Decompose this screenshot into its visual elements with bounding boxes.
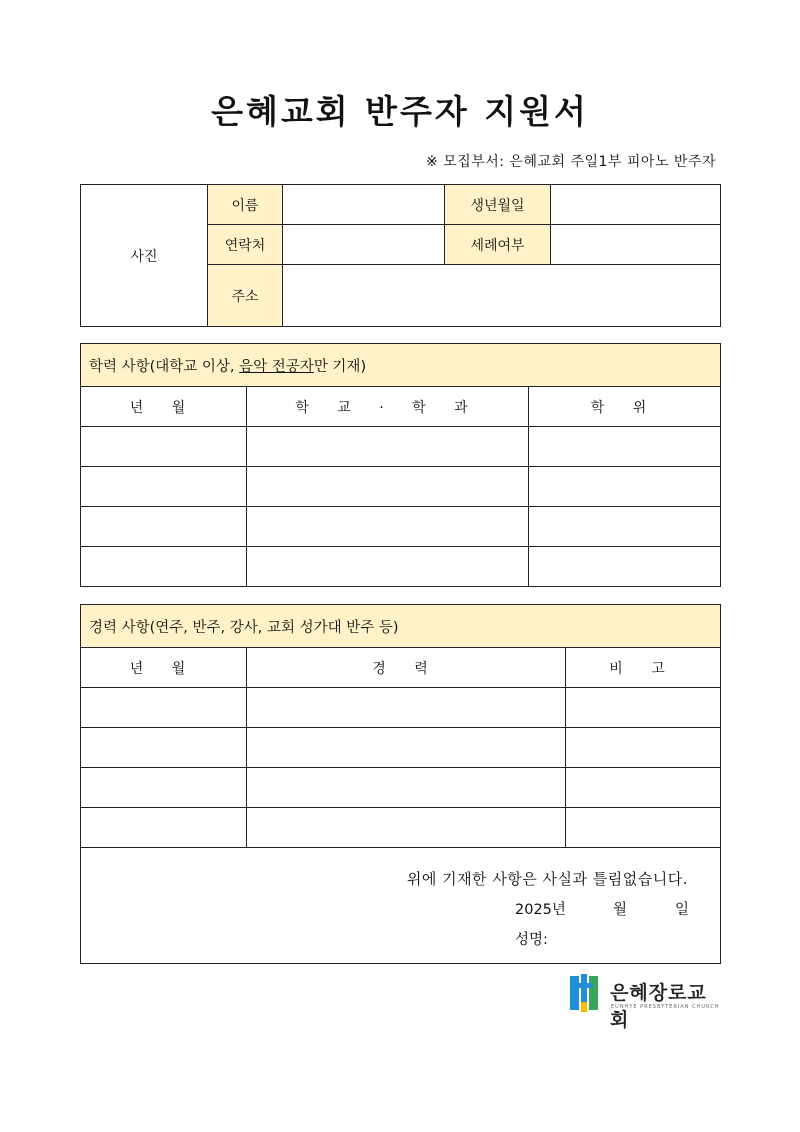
career-date-cell[interactable] (81, 688, 247, 728)
table-row (81, 547, 721, 587)
edu-school-cell[interactable] (247, 427, 529, 467)
recruit-note: ※ 모집부서: 은혜교회 주일1부 피아노 반주자 (425, 154, 716, 170)
contact-field[interactable] (283, 225, 445, 265)
career-col-note: 비 고 (566, 648, 721, 688)
career-date-cell[interactable] (81, 728, 247, 768)
baptism-label: 세례여부 (445, 225, 551, 265)
education-header: 학력 사항(대학교 이상, 음악 전공자만 기재) (81, 344, 721, 387)
edu-school-cell[interactable] (247, 467, 529, 507)
edu-school-cell[interactable] (247, 547, 529, 587)
edu-date-cell[interactable] (81, 547, 247, 587)
name-label: 이름 (208, 185, 283, 225)
contact-label: 연락처 (208, 225, 283, 265)
date-month: 월 (613, 902, 628, 918)
name-field[interactable] (283, 185, 445, 225)
career-note-cell[interactable] (566, 728, 721, 768)
edu-col-date: 년 월 (81, 387, 247, 427)
edu-degree-cell[interactable] (529, 507, 721, 547)
signature-label[interactable]: 성명: (515, 932, 548, 948)
date-day: 일 (675, 902, 690, 918)
edu-col-degree: 학 위 (529, 387, 721, 427)
table-row (81, 427, 721, 467)
table-row (81, 808, 721, 848)
table-row (81, 467, 721, 507)
address-field[interactable] (283, 265, 721, 327)
edu-degree-cell[interactable] (529, 427, 721, 467)
church-name: 은혜장로교회 (610, 982, 707, 1031)
career-date-cell[interactable] (81, 808, 247, 848)
declaration-box (81, 848, 721, 964)
edu-school-cell[interactable] (247, 507, 529, 547)
career-date-cell[interactable] (81, 768, 247, 808)
edu-col-school: 학 교 · 학 과 (247, 387, 529, 427)
birth-label: 생년월일 (445, 185, 551, 225)
page-title: 은혜교회 반주자 지원서 (211, 92, 589, 131)
career-header: 경력 사항(연주, 반주, 강사, 교회 성가대 반주 등) (81, 605, 721, 648)
career-exp-cell[interactable] (247, 808, 566, 848)
career-exp-cell[interactable] (247, 768, 566, 808)
education-table (80, 343, 721, 587)
birth-field[interactable] (551, 185, 721, 225)
edu-degree-cell[interactable] (529, 547, 721, 587)
table-row (81, 728, 721, 768)
career-note-cell[interactable] (566, 768, 721, 808)
table-row (81, 768, 721, 808)
edu-date-cell[interactable] (81, 427, 247, 467)
address-label: 주소 (208, 265, 283, 327)
cross-logo-icon (570, 974, 598, 1012)
church-english-name: EUNHYE PRESBYTERIAN CHURCH (611, 1004, 720, 1010)
declaration-text: 위에 기재한 사항은 사실과 틀림없습니다. (406, 870, 689, 888)
church-logo (570, 974, 720, 1031)
career-note-cell[interactable] (566, 808, 721, 848)
edu-degree-cell[interactable] (529, 467, 721, 507)
edu-date-cell[interactable] (81, 507, 247, 547)
baptism-field[interactable] (551, 225, 721, 265)
career-exp-cell[interactable] (247, 728, 566, 768)
career-note-cell[interactable] (566, 688, 721, 728)
table-row (81, 507, 721, 547)
career-col-date: 년 월 (81, 648, 247, 688)
edu-date-cell[interactable] (81, 467, 247, 507)
personal-info-table (80, 184, 721, 327)
table-row (81, 688, 721, 728)
music-major-underline: 음악 전공자 (239, 358, 314, 375)
photo-box[interactable]: 사진 (81, 185, 208, 327)
career-col-experience: 경 력 (247, 648, 566, 688)
career-exp-cell[interactable] (247, 688, 566, 728)
career-table (80, 604, 721, 964)
date-year: 2025년 (515, 902, 566, 918)
